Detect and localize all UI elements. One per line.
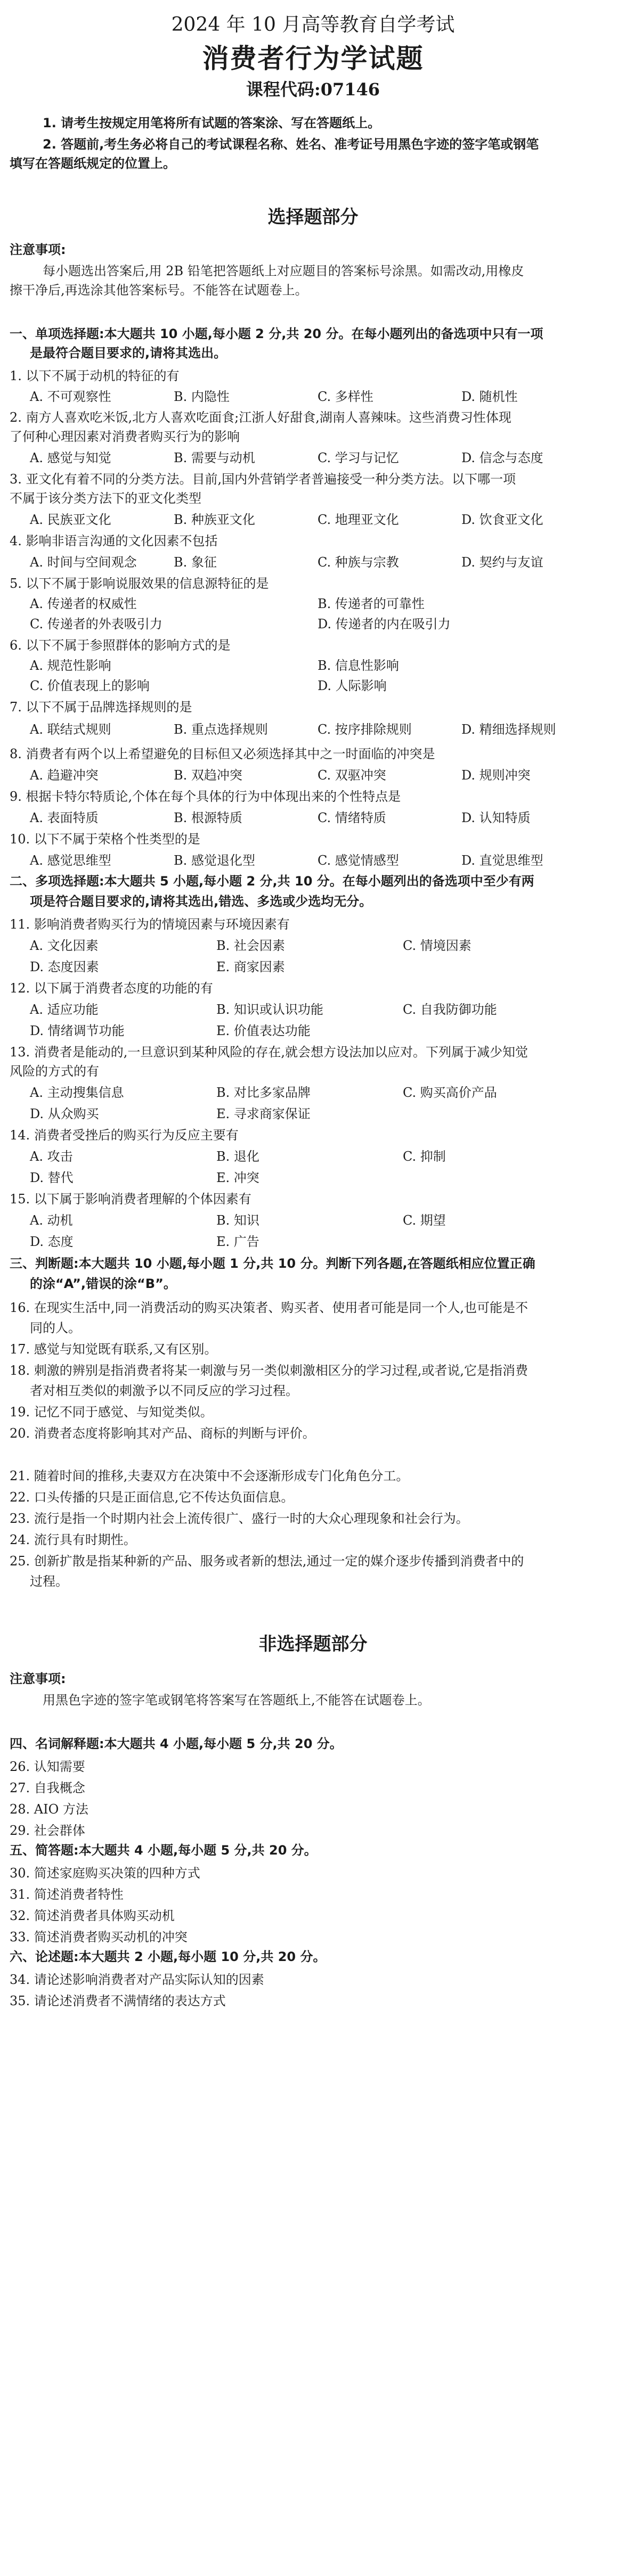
q1-option-a: A. 不可观察性 (30, 389, 111, 404)
q12-option-a: A. 适应功能 (30, 1002, 99, 1017)
question-3-stem-line-2: 不属于该分类方法下的亚文化类型 (10, 491, 201, 506)
q4-option-d: D. 契约与友谊 (461, 555, 543, 570)
question-28: 28. AIO 方法 (10, 1802, 88, 1817)
section5-heading: 五、简答题:本大题共 4 小题,每小题 5 分,共 20 分。 (10, 1843, 317, 1858)
question-2-stem-line-1: 2. 南方人喜欢吃米饭,北方人喜欢吃面食;江浙人好甜食,湖南人喜辣味。这些消费习性体现 (10, 410, 511, 425)
q7-option-d: D. 精细选择规则 (461, 722, 556, 737)
section3-heading-line-1: 三、判断题:本大题共 10 小题,每小题 1 分,共 10 分。判断下列各题,在答题纸相应位置正确 (10, 1256, 535, 1271)
section4-heading: 四、名词解释题:本大题共 4 小题,每小题 5 分,共 20 分。 (10, 1736, 343, 1751)
question-6-stem: 6. 以下不属于参照群体的影响方式的是 (10, 638, 231, 653)
question-18-line-1: 18. 刺激的辨别是指消费者将某一刺激与另一类似刺激相区分的学习过程,或者说,它是指消费 (10, 1363, 529, 1378)
section3-heading-line-2: 的涂“A”,错误的涂“B”。 (30, 1276, 176, 1291)
q1-option-d: D. 随机性 (461, 389, 518, 404)
q13-option-c: C. 购买高价产品 (403, 1085, 497, 1100)
q5-option-c: C. 传递者的外表吸引力 (30, 617, 162, 631)
q11-option-a: A. 文化因素 (30, 938, 99, 953)
question-13-stem-line-1: 13. 消费者是能动的,一旦意识到某种风险的存在,就会想方设法加以应对。下列属于减少知觉 (10, 1045, 529, 1060)
part1-notice-line-2: 擦干净后,再选涂其他答案标号。不能答在试题卷上。 (10, 283, 308, 298)
q13-option-b: B. 对比多家品牌 (216, 1085, 311, 1100)
q15-option-a: A. 动机 (30, 1213, 73, 1228)
question-19: 19. 记忆不同于感觉、与知觉类似。 (10, 1405, 213, 1420)
q6-option-d: D. 人际影响 (318, 678, 387, 693)
q15-option-c: C. 期望 (403, 1213, 446, 1228)
question-9-stem: 9. 根据卡特尔特质论,个体在每个具体的行为中体现出来的个性特点是 (10, 789, 401, 804)
q14-option-e: E. 冲突 (216, 1170, 259, 1185)
question-2-stem-line-2: 了何种心理因素对消费者购买行为的影响 (10, 429, 240, 444)
q6-option-c: C. 价值表现上的影响 (30, 678, 150, 693)
q12-option-e: E. 价值表达功能 (216, 1023, 311, 1038)
question-17: 17. 感觉与知觉既有联系,又有区别。 (10, 1342, 217, 1357)
q14-option-b: B. 退化 (216, 1149, 259, 1164)
q9-option-d: D. 认知特质 (461, 810, 531, 825)
question-30: 30. 简述家庭购买决策的四种方式 (10, 1866, 200, 1881)
question-22: 22. 口头传播的只是正面信息,它不传达负面信息。 (10, 1490, 294, 1505)
section1-heading-line-2: 是最符合题目要求的,请将其选出。 (30, 346, 227, 360)
subject-title: 消费者行为学试题 (202, 43, 424, 74)
question-25-line-1: 25. 创新扩散是指某种新的产品、服务或者新的想法,通过一定的媒介逐步传播到消费者中的 (10, 1554, 524, 1569)
q6-option-a: A. 规范性影响 (30, 658, 111, 673)
q10-option-c: C. 感觉情感型 (318, 853, 399, 868)
q5-option-b: B. 传递者的可靠性 (318, 596, 425, 611)
q7-option-a: A. 联结式规则 (30, 722, 111, 737)
q13-option-d: D. 从众购买 (30, 1106, 99, 1121)
section2-heading-line-2: 项是符合题目要求的,请将其选出,错选、多选或少选均无分。 (30, 894, 372, 909)
question-15-stem: 15. 以下属于影响消费者理解的个体因素有 (10, 1192, 251, 1207)
q9-option-b: B. 根源特质 (174, 810, 242, 825)
part2-notice-label: 注意事项: (10, 1671, 66, 1686)
question-32: 32. 简述消费者具体购买动机 (10, 1908, 175, 1923)
q10-option-d: D. 直觉思维型 (461, 853, 543, 868)
question-27: 27. 自我概念 (10, 1781, 85, 1795)
question-11-stem: 11. 影响消费者购买行为的情境因素与环境因素有 (10, 917, 290, 932)
question-10-stem: 10. 以下不属于荣格个性类型的是 (10, 832, 200, 847)
part1-notice-label: 注意事项: (10, 242, 66, 257)
q9-option-c: C. 情绪特质 (318, 810, 386, 825)
q2-option-c: C. 学习与记忆 (318, 450, 399, 465)
q7-option-c: C. 按序排除规则 (318, 722, 412, 737)
part1-title: 选择题部分 (267, 207, 359, 228)
q15-option-d: D. 态度 (30, 1234, 74, 1249)
question-13-stem-line-2: 风险的方式的有 (10, 1064, 99, 1079)
notice-line-3: 填写在答题纸规定的位置上。 (10, 156, 176, 171)
question-31: 31. 简述消费者特性 (10, 1887, 124, 1902)
question-3-stem-line-1: 3. 亚文化有着不同的分类方法。目前,国内外营销学者普遍接受一种分类方法。以下哪一项 (10, 472, 516, 487)
q8-option-d: D. 规则冲突 (461, 768, 531, 783)
q11-option-e: E. 商家因素 (216, 959, 285, 974)
notice-line-1: 1. 请考生按规定用笔将所有试题的答案涂、写在答题纸上。 (43, 116, 381, 130)
question-18-line-2: 者对相互类似的刺激予以不同反应的学习过程。 (30, 1383, 298, 1398)
part1-notice-line-1: 每小题选出答案后,用 2B 铅笔把答题纸上对应题目的答案标号涂黑。如需改动,用橡皮 (43, 264, 524, 278)
q4-option-a: A. 时间与空间观念 (30, 555, 137, 570)
notice-line-2: 2. 答题前,考生务必将自己的考试课程名称、姓名、准考证号用黑色字迹的签字笔或钢笔 (43, 137, 539, 152)
part2-title: 非选择题部分 (258, 1634, 368, 1655)
question-24: 24. 流行具有时期性。 (10, 1532, 136, 1547)
question-8-stem: 8. 消费者有两个以上希望避免的目标但又必须选择其中之一时面临的冲突是 (10, 746, 435, 761)
q2-option-d: D. 信念与态度 (461, 450, 543, 465)
q12-option-d: D. 情绪调节功能 (30, 1023, 125, 1038)
q4-option-c: C. 种族与宗教 (318, 555, 399, 570)
section2-heading-line-1: 二、多项选择题:本大题共 5 小题,每小题 2 分,共 10 分。在每小题列出的备选项中至少有两 (10, 874, 534, 889)
q14-option-c: C. 抑制 (403, 1149, 446, 1164)
question-25-line-2: 过程。 (30, 1574, 68, 1589)
question-12-stem: 12. 以下属于消费者态度的功能的有 (10, 981, 213, 996)
q3-option-c: C. 地理亚文化 (318, 512, 399, 527)
q5-option-d: D. 传递者的内在吸引力 (318, 617, 451, 631)
q8-option-c: C. 双驱冲突 (318, 768, 386, 783)
part2-notice-text: 用黑色字迹的签字笔或钢笔将答案写在答题纸上,不能答在试题卷上。 (43, 1693, 430, 1708)
q9-option-a: A. 表面特质 (30, 810, 99, 825)
question-35: 35. 请论述消费者不满情绪的表达方式 (10, 1993, 226, 2008)
course-code: 课程代码:07146 (246, 79, 380, 100)
question-4-stem: 4. 影响非语言沟通的文化因素不包括 (10, 534, 218, 548)
q3-option-a: A. 民族亚文化 (30, 512, 111, 527)
question-29: 29. 社会群体 (10, 1823, 85, 1838)
q5-option-a: A. 传递者的权威性 (30, 596, 137, 611)
exam-line: 2024 年 10 月高等教育自学考试 (171, 14, 455, 36)
q15-option-e: E. 广告 (216, 1234, 259, 1249)
q13-option-a: A. 主动搜集信息 (30, 1085, 124, 1100)
q10-option-a: A. 感觉思维型 (30, 853, 111, 868)
q4-option-b: B. 象征 (174, 555, 217, 570)
q8-option-b: B. 双趋冲突 (174, 768, 242, 783)
question-7-stem: 7. 以下不属于品牌选择规则的是 (10, 700, 192, 715)
q11-option-c: C. 情境因素 (403, 938, 471, 953)
section1-heading-line-1: 一、单项选择题:本大题共 10 小题,每小题 2 分,共 20 分。在每小题列出的备选项中只有一项 (10, 326, 543, 341)
question-33: 33. 简述消费者购买动机的冲突 (10, 1930, 188, 1945)
q1-option-c: C. 多样性 (318, 389, 373, 404)
q13-option-e: E. 寻求商家保证 (216, 1106, 311, 1121)
q12-option-b: B. 知识或认识功能 (216, 1002, 323, 1017)
q3-option-d: D. 饮食亚文化 (461, 512, 543, 527)
q3-option-b: B. 种族亚文化 (174, 512, 255, 527)
q2-option-a: A. 感觉与知觉 (30, 450, 111, 465)
question-20: 20. 消费者态度将影响其对产品、商标的判断与评价。 (10, 1426, 315, 1441)
section6-heading: 六、论述题:本大题共 2 小题,每小题 10 分,共 20 分。 (10, 1949, 326, 1964)
q15-option-b: B. 知识 (216, 1213, 259, 1228)
q14-option-a: A. 攻击 (30, 1149, 73, 1164)
question-5-stem: 5. 以下不属于影响说服效果的信息源特征的是 (10, 576, 269, 591)
question-16-line-2: 同的人。 (30, 1320, 81, 1335)
q10-option-b: B. 感觉退化型 (174, 853, 255, 868)
question-23: 23. 流行是指一个时期内社会上流传很广、盛行一时的大众心理现象和社会行为。 (10, 1511, 469, 1526)
question-34: 34. 请论述影响消费者对产品实际认知的因素 (10, 1972, 264, 1987)
q12-option-c: C. 自我防御功能 (403, 1002, 497, 1017)
question-16-line-1: 16. 在现实生活中,同一消费活动的购买决策者、购买者、使用者可能是同一个人,也可能是不 (10, 1300, 529, 1315)
q7-option-b: B. 重点选择规则 (174, 722, 268, 737)
q2-option-b: B. 需要与动机 (174, 450, 255, 465)
q14-option-d: D. 替代 (30, 1170, 74, 1185)
q8-option-a: A. 趋避冲突 (30, 768, 99, 783)
question-1-stem: 1. 以下不属于动机的特征的有 (10, 368, 180, 383)
q6-option-b: B. 信息性影响 (318, 658, 399, 673)
q1-option-b: B. 内隐性 (174, 389, 230, 404)
q11-option-b: B. 社会因素 (216, 938, 285, 953)
question-14-stem: 14. 消费者受挫后的购买行为反应主要有 (10, 1128, 239, 1143)
q11-option-d: D. 态度因素 (30, 959, 99, 974)
question-26: 26. 认知需要 (10, 1759, 85, 1774)
question-21: 21. 随着时间的推移,夫妻双方在决策中不会逐渐形成专门化角色分工。 (10, 1469, 409, 1483)
